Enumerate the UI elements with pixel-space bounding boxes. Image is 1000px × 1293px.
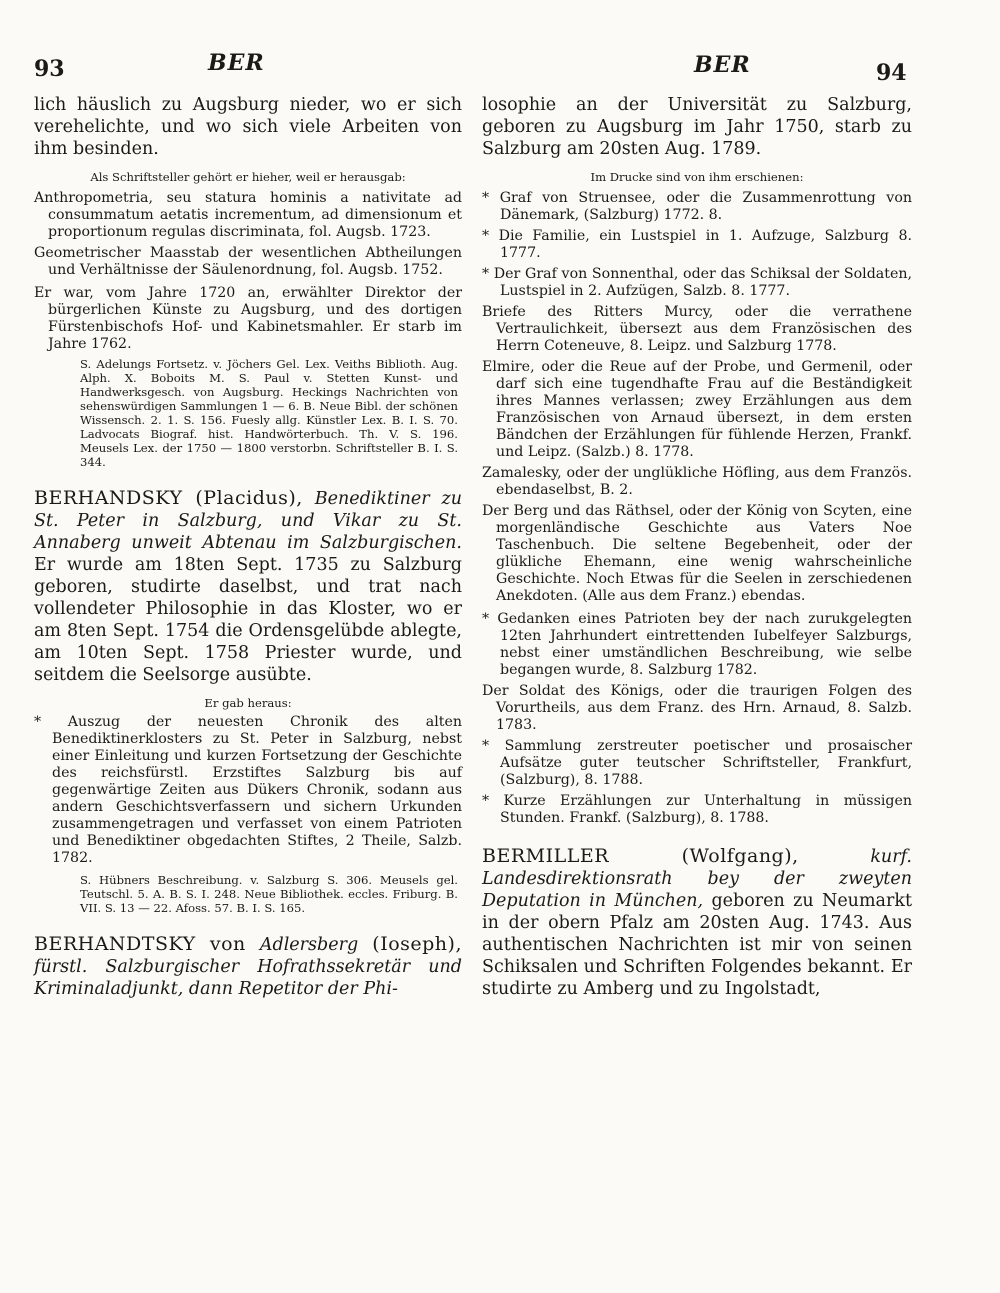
entry-title: Benediktiner zu St. Peter in Salzburg, und Vikar zu St. Annaberg unweit Abtenau im Salzburgischen. xyxy=(34,489,462,553)
entry-name: BERHANDTSKY von xyxy=(34,933,260,955)
right-running-head: BER xyxy=(694,52,751,78)
work-item: Der Berg und das Räthsel, oder der König von Scyten, eine morgenländische Geschichte aus Vaters Noe Taschenbuch. Die seltene Begebenheit, oder der glükliche Ehemann, eine wenig wahrscheinliche Geschichte. Noch Etwas für die Seelen in zerschiedenen Anekdoten. (Alle aus dem Franz.) ebendas. xyxy=(482,503,912,604)
biography: Er war, vom Jahre 1720 an, erwählter Direktor der bürgerlichen Künste zu Augsburg, und des dortigen Fürstenbischofs Hof- und Kabinetsmahler. Er starb im Jahre 1762. xyxy=(34,285,462,352)
work-item: Zamalesky, oder der unglükliche Höfling, aus dem Französ. ebendaselbst, B. 2. xyxy=(482,465,912,498)
work-item: * Gedanken eines Patrioten bey der nach zurukgelegten 12ten Jahrhundert eintrettenden Iubelfeyer Salzburgs, nebst einer umständlichen Beschreibung, wie selbe begangen wurde, 8. Salzburg 1782. xyxy=(482,611,912,678)
work-item: * Graf von Struensee, oder die Zusammenrottung von Dänemark, (Salzburg) 1772. 8. xyxy=(482,190,912,223)
entry-continuation: losophie an der Universität zu Salzburg, geboren zu Augsburg im Jahr 1750, starb zu Salzburg am 20sten Aug. 1789. xyxy=(482,95,912,159)
entry-name: BERMILLER (Wolfgang), xyxy=(482,845,799,867)
entry-heading xyxy=(34,487,462,686)
entry-text: Er wurde am 18ten Sept. 1735 zu Salzburg geboren, studirte daselbst, und trat nach vollendeter Philosophie in das Kloster, wo er am 8ten Sept. 1754 die Ordensgelübde ablegte, am 10ten Sept. 1758 Priester wurde, und seitdem die Seelsorge ausübte. xyxy=(34,555,462,685)
works-intro: Im Drucke sind von ihm erschienen: xyxy=(590,170,804,184)
entry-name-given: (Ioseph), xyxy=(358,933,462,955)
work-item: * Kurze Erzählungen zur Unterhaltung in müssigen Stunden. Frankf. (Salzburg), 8. 1788. xyxy=(482,793,912,826)
work-item: * Sammlung zerstreuter poetischer und prosaischer Aufsätze guter teutscher Schriftsteller, Frankfurt, (Salzburg), 8. 1788. xyxy=(482,738,912,788)
entry-title: fürstl. Salzburgischer Hofrathssekretär und Kriminaladjunkt, dann Repetitor der Phi- xyxy=(34,957,462,999)
left-running-head: BER xyxy=(208,50,265,76)
references: S. Adelungs Fortsetz. v. Jöchers Gel. Lex. Veiths Biblioth. Aug. Alph. X. Boboits M. S. Paul v. Stetten Kunst- und Handwerksgesch. von Augsburg. Heckings Nachrichten von sehenswürdigen Sammlungen 1 — 6. B. Neue Bibl. der schönen Wissensch. 2. 1. S. 156. Fuesly allg. Künstler Lex. B. I. S. 70. Ladvocats Biograf. hist. Handwörterbuch. Th. V. S. 196. Meusels Lex. der 1750 — 1800 verstorbn. Schriftsteller B. I. S. 344. xyxy=(80,357,458,469)
entry-text: geboren zu Neumarkt in der obern Pfalz am 20sten Aug. 1743. Aus authentischen Nachrichten ist mir von seinen Schiksalen und Schriften Folgendes bekannt. Er studirte zu Amberg und zu Ingolstadt, xyxy=(482,891,912,999)
left-page-number: 93 xyxy=(34,56,65,82)
work-item: Geometrischer Maasstab der wesentlichen Abtheilungen und Verhältnisse der Säulenordnung, fol. Augsb. 1752. xyxy=(34,245,462,278)
entry-heading xyxy=(482,845,912,1000)
entry-bermiller xyxy=(482,845,912,1000)
entry-name-place: Adlersberg xyxy=(259,935,359,955)
entry-heading xyxy=(34,933,462,1000)
entry-berhandsky xyxy=(34,487,462,915)
work-item: * Der Graf von Sonnenthal, oder das Schiksal der Soldaten, Lustspiel in 2. Aufzügen, Salzb. 8. 1777. xyxy=(482,266,912,299)
right-page-number: 94 xyxy=(876,60,907,86)
works-intro: Er gab heraus: xyxy=(204,696,292,710)
work-item: * Die Familie, ein Lustspiel in 1. Aufzuge, Salzburg 8. 1777. xyxy=(482,228,912,261)
left-column xyxy=(34,94,462,1000)
work-item: * Auszug der neuesten Chronik des alten Benediktinerklosters zu St. Peter in Salzburg, nebst einer Einleitung und kurzen Fortsetzung der Geschichte des reichsfürstl. Erzstiftes Salzburg bis auf gegenwärtige Zeiten aus Dükers Chronik, sodann aus andern Geschichtsverfassern und sichern Urkunden zusammengetragen und verfasset von einem Patrioten und Benediktiner obgedachten Stiftes, 2 Theile, Salzb. 1782. xyxy=(34,714,462,866)
work-item: Der Soldat des Königs, oder die traurigen Folgen des Vorurtheils, aus dem Franz. des Hrn. Arnaud, 8. Salzb. 1783. xyxy=(482,683,912,733)
work-item: Briefe des Ritters Murcy, oder die verrathene Vertraulichkeit, übersezt aus dem Französischen des Herrn Coteneuve, 8. Leipz. und Salzburg 1778. xyxy=(482,304,912,354)
entry-name: BERHANDSKY (Placidus), xyxy=(34,487,303,509)
entry-title: kurf. Landesdirektionsrath bey der zweyten Deputation in München, xyxy=(482,847,912,911)
work-item: Anthropometria, seu statura hominis a nativitate ad consummatum aetatis incrementum, ad dimensionum et proportionum regulas discriminata, fol. Augsb. 1723. xyxy=(34,190,462,240)
entry-continuation: lich häuslich zu Augsburg nieder, wo er sich verehelichte, und wo sich viele Arbeiten von ihm besinden. xyxy=(34,95,462,159)
right-column xyxy=(482,94,912,1000)
works-intro: Als Schriftsteller gehört er hieher, weil er herausgab: xyxy=(90,170,406,184)
references: S. Hübners Beschreibung. v. Salzburg S. 306. Meusels gel. Teutschl. 5. A. B. S. I. 248. Neue Bibliothek. eccles. Friburg. B. VII. S. 13 — 22. Afoss. 57. B. I. S. 165. xyxy=(80,873,458,915)
work-item: Elmire, oder die Reue auf der Probe, und Germenil, oder darf sich eine tugendhafte Frau auf die Beständigkeit ihres Mannes verlassen; zwey Erzählungen aus dem Französischen von Arnaud übersezt, in dem ersten Bändchen der Erzählungen für fühlende Herzen, Frankf. und Leipz. (Salzb.) 8. 1778. xyxy=(482,359,912,460)
entry-berhandtsky xyxy=(34,933,462,1000)
